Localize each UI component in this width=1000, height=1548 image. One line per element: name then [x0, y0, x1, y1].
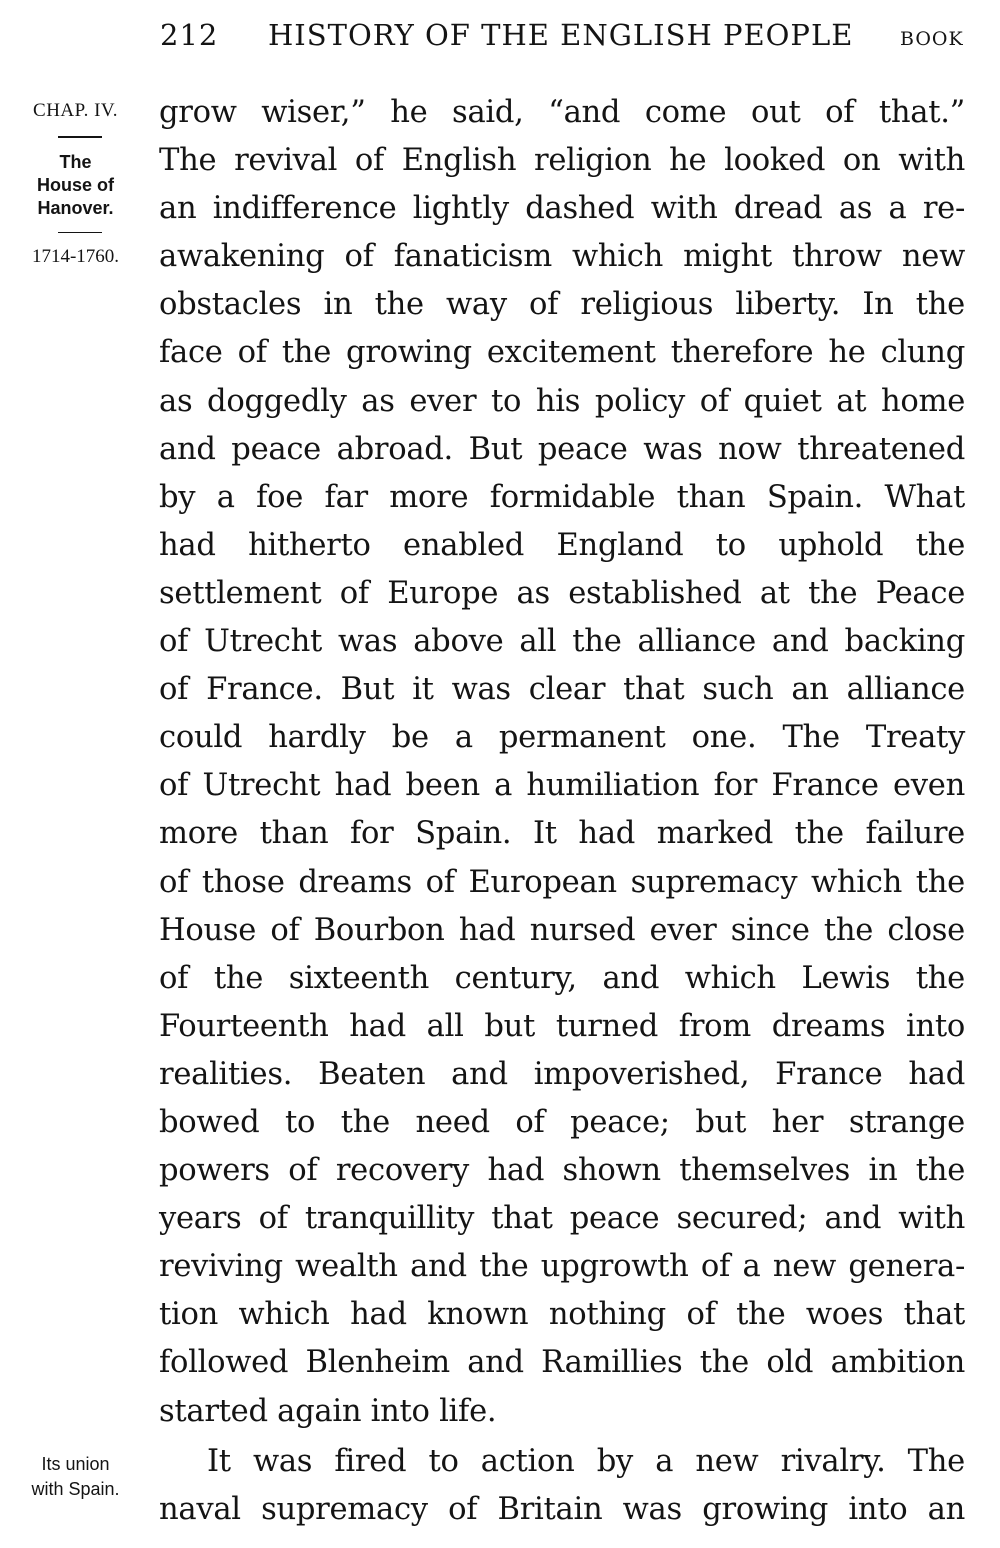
text-line: bowed to the need of peace; but her strange — [159, 1104, 965, 1140]
text-line: naval supremacy of Britain was growing into an — [159, 1492, 965, 1528]
text-line: years of tranquillity that peace secured; and with — [159, 1201, 965, 1237]
chapter-label: CHAP. IV. — [33, 100, 118, 121]
section-heading-line: Hanover. — [37, 198, 114, 218]
text-line: settlement of Europe as established at the Peace — [159, 575, 965, 611]
text-line: of France. But it was clear that such an alliance — [159, 672, 965, 708]
text-line: of those dreams of European supremacy which the — [159, 864, 965, 900]
text-line: and peace abroad. But peace was now threatened — [159, 431, 965, 467]
text-line: could hardly be a permanent one. The Treaty — [159, 720, 965, 756]
text-line: of Utrecht was above all the alliance and backing — [159, 624, 965, 660]
date-range: 1714-1760. — [31, 246, 120, 267]
margin-rule-top — [58, 136, 102, 138]
page-number: 212 — [160, 18, 219, 52]
paragraph-2 — [159, 1438, 965, 1534]
text-line: grow wiser,” he said, “and come out of that.” — [159, 95, 965, 130]
side-note-union — [8, 1452, 143, 1502]
section-heading-line: The — [59, 152, 92, 172]
text-line: by a foe far more formidable than Spain. What — [159, 479, 965, 515]
text-line: more than for Spain. It had marked the failure — [159, 816, 965, 852]
text-line: as doggedly as ever to his policy of quiet at home — [159, 383, 965, 419]
text-line: House of Bourbon had nursed ever since the close — [159, 912, 965, 948]
book-label: BOOK — [900, 28, 964, 50]
running-title: HISTORY OF THE ENGLISH PEOPLE — [268, 18, 854, 52]
side-note-line: Its union — [41, 1454, 110, 1474]
text-line: Fourteenth had all but turned from dreams into — [159, 1008, 965, 1044]
section-heading-line: House of — [36, 175, 114, 195]
section-heading — [8, 151, 143, 220]
margin-rule-bottom — [58, 232, 102, 233]
text-line: followed Blenheim and Ramillies the old ambition — [159, 1345, 965, 1381]
text-line: reviving wealth and the upgrowth of a new genera- — [159, 1249, 965, 1285]
text-line: of Utrecht had been a humiliation for France even — [159, 768, 965, 804]
text-line: powers of recovery had shown themselves in the — [159, 1153, 965, 1189]
text-line: tion which had known nothing of the woes that — [159, 1297, 965, 1333]
text-line: an indifference lightly dashed with dread as a re- — [159, 191, 965, 227]
text-line: It was fired to action by a new rivalry. The — [207, 1444, 965, 1479]
text-line: The revival of English religion he looked on with — [159, 143, 965, 179]
text-line: started again into life. — [159, 1393, 497, 1429]
text-line: face of the growing excitement therefore he clung — [159, 335, 965, 371]
text-line: obstacles in the way of religious liberty. In the — [159, 287, 965, 323]
text-line: of the sixteenth century, and which Lewis the — [159, 960, 965, 996]
text-line: had hitherto enabled England to uphold the — [159, 527, 965, 563]
text-line: realities. Beaten and impoverished, France had — [159, 1056, 965, 1092]
text-line: awakening of fanaticism which might throw new — [159, 239, 965, 275]
side-note-line: with Spain. — [31, 1479, 120, 1499]
paragraph-1 — [159, 89, 965, 1436]
running-header — [0, 18, 1000, 58]
